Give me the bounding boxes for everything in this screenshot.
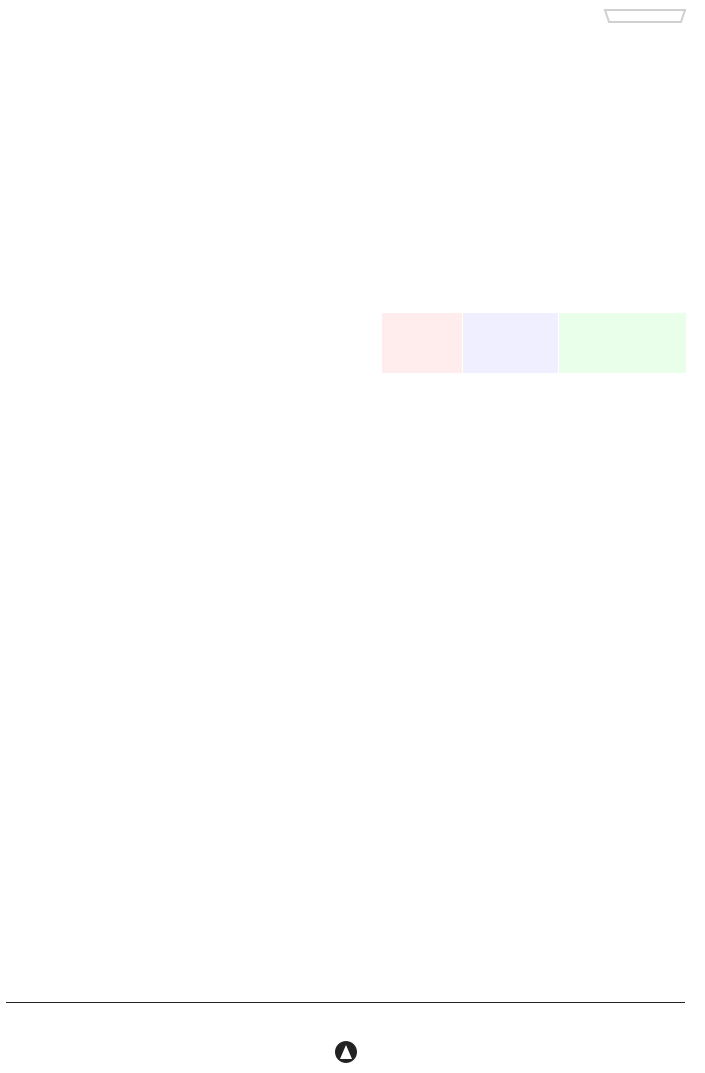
lavender-highlight-band: [463, 313, 558, 373]
alcar-logo-icon: [282, 1040, 362, 1072]
pink-highlight-band: [382, 313, 462, 373]
green-highlight-band: [559, 313, 686, 373]
footer-divider: [6, 1002, 685, 1003]
document-body: [6, 106, 686, 115]
tuv-logo-icon: [585, 0, 700, 70]
